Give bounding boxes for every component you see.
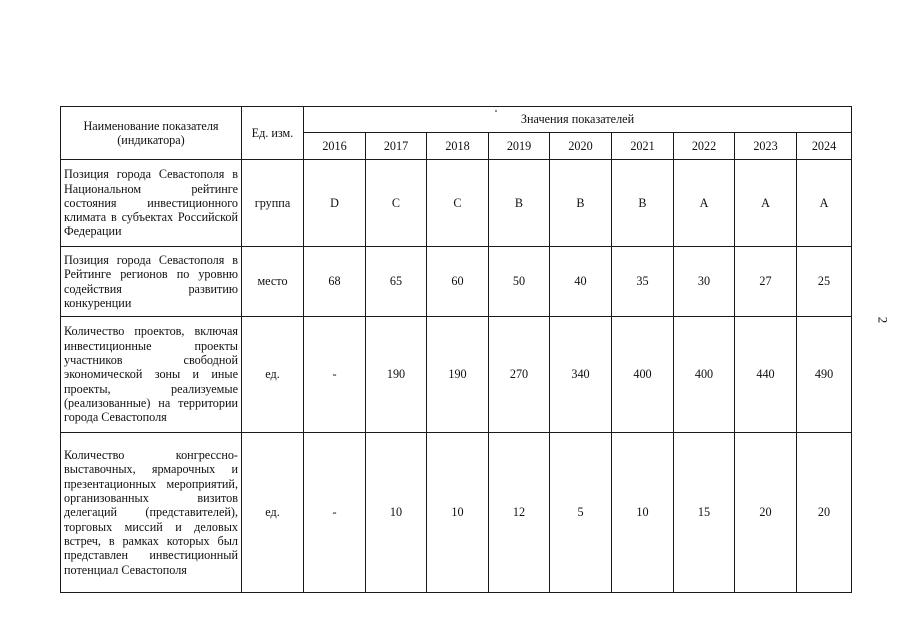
header-year: 2021: [612, 133, 674, 160]
value-cell: 340: [550, 317, 612, 433]
value-cell: 30: [674, 247, 735, 317]
header-unit: Ед. изм.: [242, 107, 304, 160]
value-cell: 490: [797, 317, 852, 433]
indicator-unit: место: [242, 247, 304, 317]
table-row: [61, 317, 852, 433]
header-year: 2018: [427, 133, 489, 160]
indicator-unit: ед.: [242, 317, 304, 433]
header-year: 2019: [489, 133, 550, 160]
header-year: 2017: [366, 133, 427, 160]
value-cell: 5: [550, 433, 612, 593]
header-values-group: Значения показателей: [304, 107, 852, 133]
value-cell: A: [674, 160, 735, 247]
value-cell: B: [489, 160, 550, 247]
value-cell: 20: [735, 433, 797, 593]
value-cell: 10: [612, 433, 674, 593]
indicator-unit: группа: [242, 160, 304, 247]
value-cell: C: [366, 160, 427, 247]
value-cell: -: [304, 433, 366, 593]
value-cell: 12: [489, 433, 550, 593]
value-cell: A: [735, 160, 797, 247]
value-cell: 10: [366, 433, 427, 593]
value-cell: 60: [427, 247, 489, 317]
value-cell: 400: [674, 317, 735, 433]
value-cell: B: [550, 160, 612, 247]
header-year: 2016: [304, 133, 366, 160]
header-year: 2023: [735, 133, 797, 160]
value-cell: 190: [427, 317, 489, 433]
indicators-table: [60, 106, 852, 593]
table-row: [61, 160, 852, 247]
value-cell: C: [427, 160, 489, 247]
indicator-name: Количество конгрессно-выставочных, ярмарочных и презентационных мероприятий, организованных визитов делегаций (представителей), торговых миссий и деловых встреч, в рамках которых был представлен инвестиционный потенциал Севастополя: [61, 433, 242, 593]
header-year: 2024: [797, 133, 852, 160]
header-year: 2022: [674, 133, 735, 160]
value-cell: 27: [735, 247, 797, 317]
value-cell: 270: [489, 317, 550, 433]
value-cell: 65: [366, 247, 427, 317]
indicator-name: Позиция города Севастополя в Рейтинге регионов по уровню содействия развитию конкуренции: [61, 247, 242, 317]
value-cell: 400: [612, 317, 674, 433]
value-cell: 190: [366, 317, 427, 433]
header-year: 2020: [550, 133, 612, 160]
header-indicator-name: Наименование показателя (индикатора): [61, 107, 242, 160]
indicator-name: Позиция города Севастополя в Национальном рейтинге состояния инвестиционного климата в субъектах Российской Федерации: [61, 160, 242, 247]
value-cell: 25: [797, 247, 852, 317]
value-cell: D: [304, 160, 366, 247]
value-cell: 40: [550, 247, 612, 317]
value-cell: 15: [674, 433, 735, 593]
header-row-1: [61, 107, 852, 133]
indicator-name: Количество проектов, включая инвестиционные проекты участников свободной экономической зоны и иные проекты, реализуемые (реализованные) на территории города Севастополя: [61, 317, 242, 433]
indicator-unit: ед.: [242, 433, 304, 593]
value-cell: 50: [489, 247, 550, 317]
value-cell: B: [612, 160, 674, 247]
value-cell: 35: [612, 247, 674, 317]
value-cell: A: [797, 160, 852, 247]
table-row: [61, 433, 852, 593]
value-cell: 440: [735, 317, 797, 433]
table-row: [61, 247, 852, 317]
page-number: 2: [874, 316, 890, 324]
value-cell: 20: [797, 433, 852, 593]
value-cell: 10: [427, 433, 489, 593]
value-cell: 68: [304, 247, 366, 317]
value-cell: -: [304, 317, 366, 433]
